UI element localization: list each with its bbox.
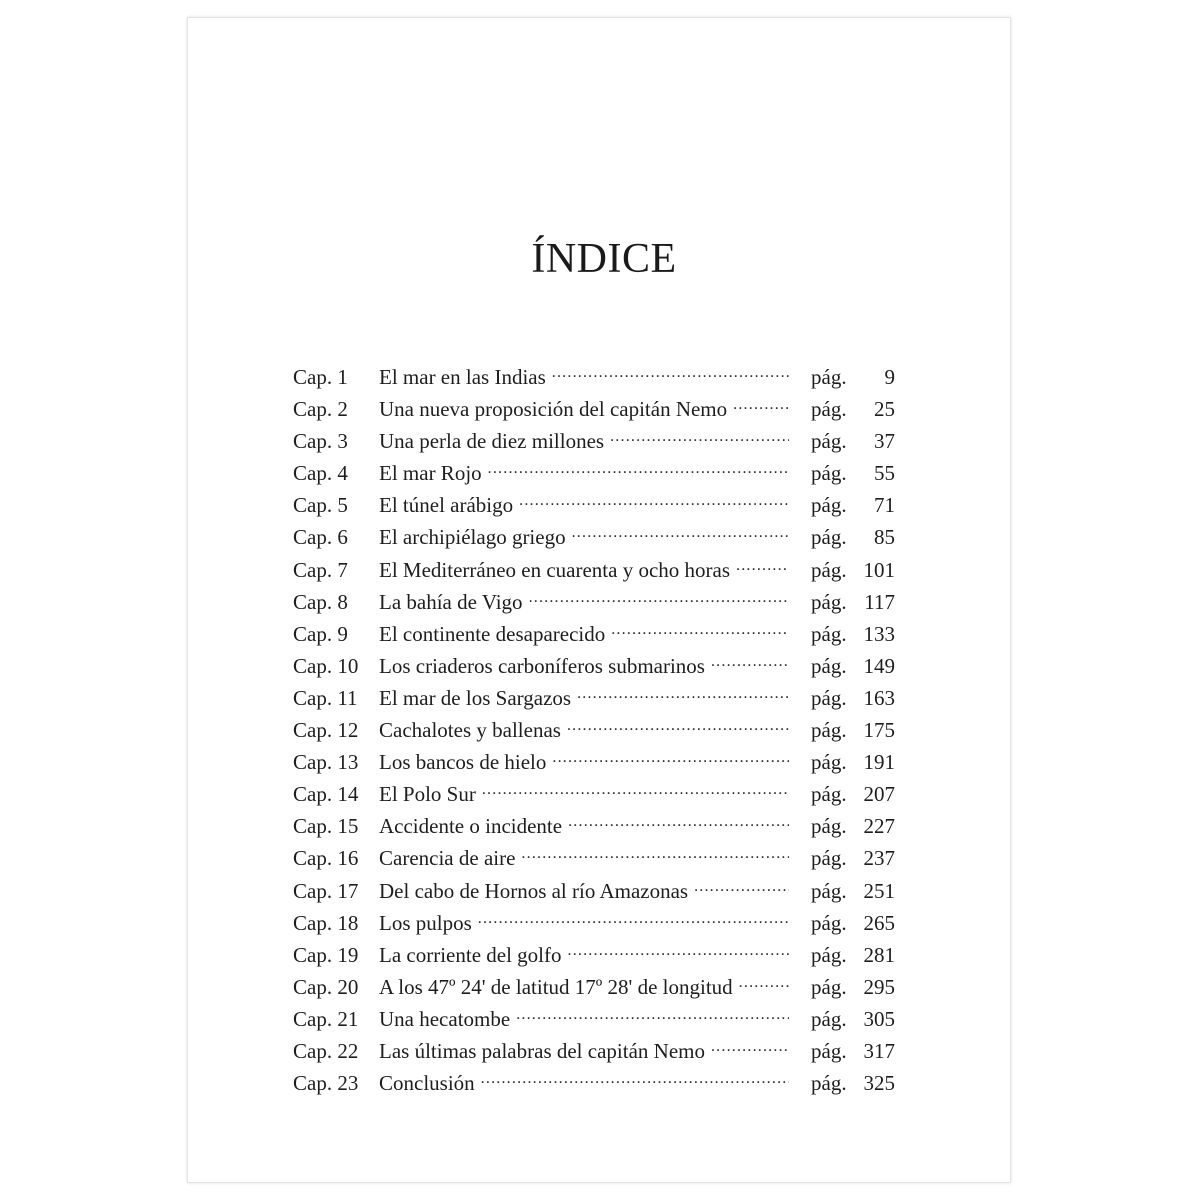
chapter-title: El Mediterráneo en cuarenta y ocho horas bbox=[379, 557, 731, 582]
chapter-number: Cap. 5 bbox=[293, 493, 348, 518]
page-number: 9 bbox=[884, 365, 895, 389]
chapter-number: Cap. 16 bbox=[293, 846, 359, 871]
dot-leader bbox=[482, 769, 789, 801]
chapter-number: Cap. 22 bbox=[293, 1038, 359, 1063]
chapter-number: Cap. 7 bbox=[293, 557, 348, 582]
dot-leader bbox=[711, 1026, 789, 1058]
chapter-number: Cap. 20 bbox=[293, 974, 359, 999]
chapter-title: Los bancos de hielo bbox=[379, 750, 547, 775]
toc-row bbox=[293, 352, 903, 389]
page-abbreviation: pág. bbox=[811, 846, 847, 871]
chapter-title: Una hecatombe bbox=[379, 1006, 511, 1031]
chapter-number: Cap. 1 bbox=[293, 365, 348, 389]
chapter-number: Cap. 23 bbox=[293, 1071, 359, 1096]
page-abbreviation: pág. bbox=[811, 557, 847, 582]
chapter-number: Cap. 11 bbox=[293, 685, 358, 710]
chapter-number: Cap. 12 bbox=[293, 718, 359, 743]
page-number: 71 bbox=[874, 493, 895, 518]
chapter-title: Accidente o incidente bbox=[379, 814, 563, 839]
chapter-number: Cap. 14 bbox=[293, 782, 359, 807]
page-number: 133 bbox=[863, 621, 895, 646]
page-abbreviation: pág. bbox=[811, 814, 847, 839]
page-abbreviation: pág. bbox=[811, 397, 847, 422]
chapter-title: El túnel arábigo bbox=[379, 493, 514, 518]
dot-leader bbox=[577, 673, 789, 705]
chapter-title: Los pulpos bbox=[379, 910, 472, 935]
page-number: 281 bbox=[863, 942, 895, 967]
dot-leader bbox=[516, 994, 789, 1026]
page-number: 191 bbox=[863, 750, 895, 775]
dot-leader bbox=[519, 480, 789, 512]
chapter-title: El mar Rojo bbox=[379, 461, 482, 486]
page-abbreviation: pág. bbox=[811, 1038, 847, 1063]
chapter-title: Carencia de aire bbox=[379, 846, 516, 871]
page-abbreviation: pág. bbox=[811, 621, 847, 646]
chapter-title: El Polo Sur bbox=[379, 782, 476, 807]
page-abbreviation: pág. bbox=[811, 685, 847, 710]
dot-leader bbox=[481, 1058, 789, 1090]
page-abbreviation: pág. bbox=[811, 493, 847, 518]
chapter-title: El mar en las Indias bbox=[379, 365, 546, 389]
chapter-number: Cap. 19 bbox=[293, 942, 359, 967]
dot-leader bbox=[572, 512, 789, 544]
chapter-number: Cap. 2 bbox=[293, 397, 348, 422]
page-number: 163 bbox=[863, 685, 895, 710]
page-abbreviation: pág. bbox=[811, 1006, 847, 1031]
chapter-title: El continente desaparecido bbox=[379, 621, 606, 646]
page-number: 265 bbox=[863, 910, 895, 935]
page-number: 251 bbox=[863, 878, 895, 903]
page-abbreviation: pág. bbox=[811, 1071, 847, 1096]
dot-leader bbox=[552, 737, 789, 769]
dot-leader bbox=[567, 705, 789, 737]
chapter-number: Cap. 18 bbox=[293, 910, 359, 935]
table-of-contents bbox=[293, 352, 903, 1096]
chapter-number: Cap. 17 bbox=[293, 878, 359, 903]
dot-leader bbox=[711, 641, 789, 673]
dot-leader bbox=[521, 833, 789, 865]
page-title: ÍNDICE bbox=[531, 236, 677, 282]
page-number: 85 bbox=[874, 525, 895, 550]
chapter-title: Cachalotes y ballenas bbox=[379, 718, 561, 743]
toc-entry bbox=[379, 1058, 789, 1099]
page-number: 117 bbox=[864, 589, 895, 614]
dot-leader bbox=[529, 577, 789, 609]
page-number: 325 bbox=[863, 1071, 895, 1096]
page-number: 237 bbox=[863, 846, 895, 871]
page-abbreviation: pág. bbox=[811, 461, 847, 486]
page-number: 227 bbox=[863, 814, 895, 839]
chapter-title: El archipiélago griego bbox=[379, 525, 566, 550]
dot-leader bbox=[694, 866, 789, 898]
dot-leader bbox=[568, 930, 790, 962]
chapter-number: Cap. 10 bbox=[293, 653, 359, 678]
page-number: 175 bbox=[863, 718, 895, 743]
chapter-number: Cap. 15 bbox=[293, 814, 359, 839]
chapter-number: Cap. 8 bbox=[293, 589, 348, 614]
chapter-title: Las últimas palabras del capitán Nemo bbox=[379, 1038, 705, 1063]
chapter-number: Cap. 3 bbox=[293, 429, 348, 454]
page-abbreviation: pág. bbox=[811, 365, 847, 389]
dot-leader bbox=[488, 448, 789, 480]
dot-leader bbox=[736, 545, 789, 577]
dot-leader bbox=[478, 898, 789, 930]
chapter-title: Una perla de diez millones bbox=[379, 429, 605, 454]
page-number: 101 bbox=[863, 557, 895, 582]
chapter-title: Del cabo de Hornos al río Amazonas bbox=[379, 878, 689, 903]
page-number: 25 bbox=[874, 397, 895, 422]
page-abbreviation: pág. bbox=[811, 910, 847, 935]
dot-leader bbox=[611, 609, 789, 641]
chapter-title: El mar de los Sargazos bbox=[379, 685, 572, 710]
dot-leader bbox=[610, 416, 789, 448]
page-number: 305 bbox=[863, 1006, 895, 1031]
page-number: 37 bbox=[874, 429, 895, 454]
dot-leader bbox=[733, 384, 789, 416]
dot-leader bbox=[568, 801, 789, 833]
page-number: 207 bbox=[863, 782, 895, 807]
book-page bbox=[187, 17, 1011, 1183]
page-abbreviation: pág. bbox=[811, 782, 847, 807]
chapter-number: Cap. 9 bbox=[293, 621, 348, 646]
page-abbreviation: pág. bbox=[811, 589, 847, 614]
chapter-title: A los 47º 24' de latitud 17º 28' de longitud bbox=[379, 974, 733, 999]
dot-leader bbox=[739, 962, 789, 994]
page-number: 317 bbox=[863, 1038, 895, 1063]
page-abbreviation: pág. bbox=[811, 429, 847, 454]
page-abbreviation: pág. bbox=[811, 718, 847, 743]
page-abbreviation: pág. bbox=[811, 653, 847, 678]
page-abbreviation: pág. bbox=[811, 974, 847, 999]
chapter-number: Cap. 4 bbox=[293, 461, 348, 486]
page-number: 149 bbox=[863, 653, 895, 678]
chapter-title: Una nueva proposición del capitán Nemo bbox=[379, 397, 728, 422]
chapter-number: Cap. 21 bbox=[293, 1006, 359, 1031]
page-number: 295 bbox=[863, 974, 895, 999]
page-abbreviation: pág. bbox=[811, 942, 847, 967]
chapter-title: La corriente del golfo bbox=[379, 942, 562, 967]
chapter-number: Cap. 6 bbox=[293, 525, 348, 550]
page-abbreviation: pág. bbox=[811, 750, 847, 775]
dot-leader bbox=[552, 352, 789, 384]
page-abbreviation: pág. bbox=[811, 878, 847, 903]
chapter-title: Los criaderos carboníferos submarinos bbox=[379, 653, 705, 678]
chapter-number: Cap. 13 bbox=[293, 750, 359, 775]
page-number: 55 bbox=[874, 461, 895, 486]
chapter-title: Conclusión bbox=[379, 1071, 475, 1096]
page-abbreviation: pág. bbox=[811, 525, 847, 550]
chapter-title: La bahía de Vigo bbox=[379, 589, 523, 614]
